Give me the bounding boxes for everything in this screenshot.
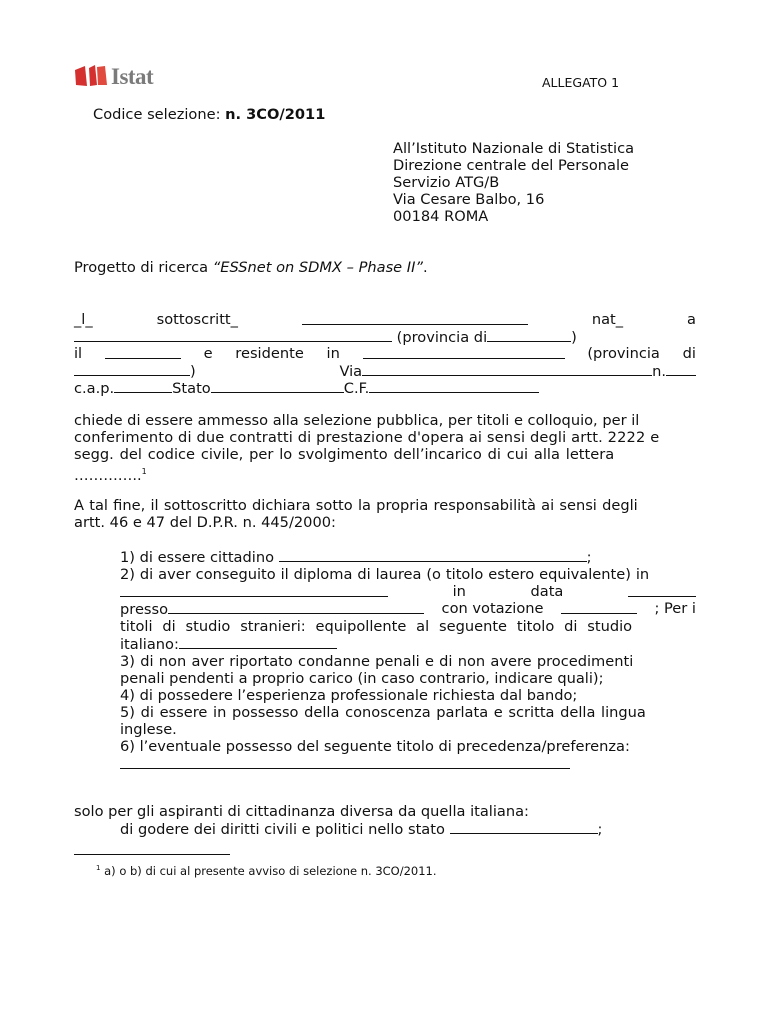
- foreign-line-2: [74, 820, 602, 838]
- recipient-line: 00184 ROMA: [393, 208, 489, 225]
- form-label: e: [203, 345, 213, 362]
- form-label: n.: [652, 363, 666, 380]
- request-line-text: chiede di essere ammesso alla selezione pubblica, per titoli e colloquio, per il: [74, 412, 640, 429]
- item-text: italiano:: [120, 636, 179, 653]
- item-text: presso: [120, 601, 169, 618]
- foreign-line-1: solo per gli aspiranti di cittadinanza diversa da quella italiana:: [74, 803, 529, 820]
- request-line: [74, 463, 696, 484]
- footnote: [96, 861, 437, 878]
- street-number-field[interactable]: [666, 362, 696, 376]
- declaration-items: [120, 548, 696, 773]
- form-row-4: [74, 362, 696, 380]
- istat-logo-text: Istat: [111, 64, 154, 89]
- recipient-line: All’Istituto Nazionale di Statistica: [393, 140, 635, 157]
- footnote-reference: 1: [141, 467, 147, 476]
- degree-date-field[interactable]: [628, 583, 696, 597]
- form-label: a: [687, 311, 696, 328]
- item-text: con votazione: [441, 600, 544, 617]
- foreign-text: di godere dei diritti civili e politici nello stato: [120, 821, 445, 838]
- form-label: ): [190, 363, 196, 380]
- istat-logo-mark-icon: [73, 64, 109, 88]
- item-text: ;: [586, 549, 592, 566]
- form-label: residente: [235, 345, 304, 362]
- residence-field[interactable]: [363, 345, 565, 359]
- form-label: Via: [339, 363, 363, 380]
- item-text: 1) di essere cittadino: [120, 549, 274, 566]
- allegato-label: ALLEGATO 1: [542, 75, 620, 90]
- item-1: [120, 548, 696, 566]
- footnote-divider: [74, 854, 230, 855]
- item-6-line: [120, 755, 696, 773]
- civil-rights-country-field[interactable]: [450, 820, 598, 834]
- footnote-text: a) o b) di cui al presente avviso di selezione n. 3CO/2011.: [104, 863, 437, 878]
- project-line: [74, 259, 428, 276]
- birth-province-field[interactable]: [487, 328, 571, 342]
- form-label: (provincia di: [396, 329, 488, 346]
- country-field[interactable]: [211, 379, 344, 393]
- recipient-line: Via Cesare Balbo, 16: [393, 191, 545, 208]
- form-label: Stato: [172, 380, 211, 397]
- form-label: il: [74, 345, 83, 362]
- footnote-mark: 1: [96, 864, 101, 872]
- form-label: sottoscritt_: [156, 311, 238, 328]
- recipient-line: Servizio ATG/B: [393, 174, 500, 191]
- birthdate-field[interactable]: [105, 345, 181, 359]
- item-text: ; Per i: [654, 600, 696, 617]
- item-2-line-3: [120, 600, 696, 618]
- cap-field[interactable]: [114, 379, 172, 393]
- citizenship-field[interactable]: [279, 548, 587, 562]
- selection-code: [93, 106, 325, 123]
- form-row-3: [74, 345, 696, 362]
- street-field[interactable]: [362, 362, 652, 376]
- request-line: [74, 446, 696, 463]
- form-label: (provincia: [587, 345, 660, 362]
- form-label: ): [571, 329, 577, 346]
- istat-logo: [73, 64, 163, 90]
- selection-code-label: Codice selezione:: [93, 106, 226, 123]
- birthplace-field[interactable]: [74, 328, 392, 342]
- item-2-line-2: [120, 583, 696, 600]
- request-line: [74, 412, 696, 429]
- declaration-line: artt. 46 e 47 del D.P.R. n. 445/2000:: [74, 514, 336, 531]
- foreign-text: ;: [597, 821, 603, 838]
- form-label: nat_: [591, 311, 624, 328]
- item-text: data: [530, 583, 564, 600]
- item-6: 6) l’eventuale possesso del seguente titolo di precedenza/preferenza:: [120, 738, 630, 755]
- request-paragraph: [74, 412, 696, 484]
- form-label: C.F.: [343, 380, 370, 397]
- item-5-line-2: inglese.: [120, 721, 177, 738]
- item-2-line-4: titoli di studio stranieri: equipollente al seguente titolo di studio: [120, 618, 633, 635]
- name-field[interactable]: [302, 311, 528, 325]
- form-row-5: [74, 379, 539, 397]
- item-2-line-1: 2) di aver conseguito il diploma di laurea (o titolo estero equivalente) in: [120, 566, 650, 583]
- grade-field[interactable]: [561, 600, 637, 614]
- equivalent-degree-field[interactable]: [179, 635, 337, 649]
- item-text: in: [452, 583, 466, 600]
- form-label: in: [326, 345, 340, 362]
- form-label: c.a.p.: [74, 380, 115, 397]
- declaration-line: A tal fine, il sottoscritto dichiara sotto la propria responsabilità ai sensi degli: [74, 497, 638, 514]
- form-label: _l_: [74, 311, 93, 328]
- fiscal-code-field[interactable]: [369, 379, 539, 393]
- university-field[interactable]: [168, 600, 424, 614]
- item-4: 4) di possedere l’esperienza professionale richiesta dal bando;: [120, 687, 578, 704]
- foreign-applicants: [74, 803, 602, 838]
- request-line-text: conferimento di due contratti di prestazione d'opera ai sensi degli artt. 2222 e: [74, 429, 660, 446]
- request-line-text: …………..: [74, 466, 142, 484]
- preference-title-field[interactable]: [120, 755, 570, 769]
- selection-code-value: n. 3CO/2011: [225, 106, 326, 123]
- recipient-address: [393, 140, 634, 225]
- request-line: [74, 429, 696, 446]
- form-row-1: [74, 311, 696, 328]
- form-row-2: [74, 328, 577, 346]
- project-suffix: .: [422, 259, 428, 276]
- residence-province-field[interactable]: [74, 362, 190, 376]
- item-2-line-5: [120, 635, 696, 653]
- item-3-line-1: 3) di non aver riportato condanne penali e di non avere procedimenti: [120, 653, 634, 670]
- request-line-text: segg. del codice civile, per lo svolgimento dell’incarico di cui alla lettera: [74, 446, 615, 463]
- declaration-paragraph: [74, 497, 638, 531]
- project-prefix: Progetto di ricerca: [74, 259, 213, 276]
- item-3-line-2: penali pendenti a proprio carico (in caso contrario, indicare quali);: [120, 670, 604, 687]
- degree-field[interactable]: [120, 583, 388, 597]
- project-title: “ESSnet on SDMX – Phase II”: [212, 259, 423, 276]
- form-label: di: [682, 345, 696, 362]
- item-5-line-1: 5) di essere in possesso della conoscenza parlata e scritta della lingua: [120, 704, 646, 721]
- recipient-line: Direzione centrale del Personale: [393, 157, 630, 174]
